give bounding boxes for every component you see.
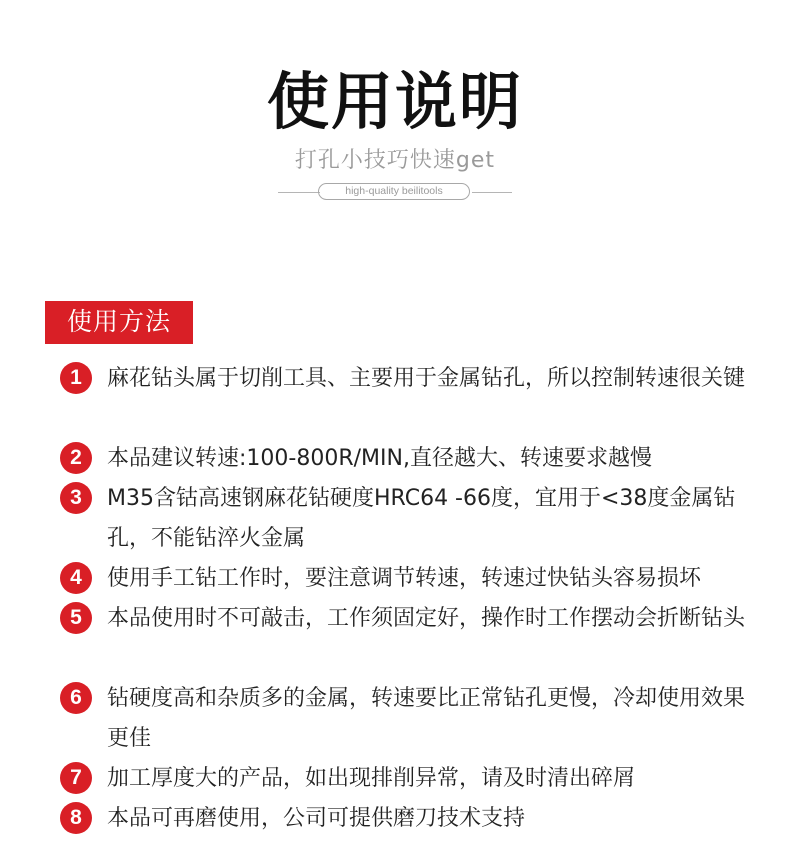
number-badge: 3 bbox=[60, 482, 92, 514]
section-heading-usage: 使用方法 bbox=[45, 301, 193, 343]
instruction-text: 本品建议转速:100-800R/MIN,直径越大、转速要求越慢 bbox=[107, 446, 652, 471]
page-subtitle: 打孔小技巧快速get bbox=[294, 148, 496, 173]
number-badge: 6 bbox=[60, 682, 92, 714]
instruction-text: M35含钴高速钢麻花钻硬度HRC64 -66度，宜用于<38度金属钻孔，不能钻淬火金属 bbox=[107, 486, 736, 551]
page-title: 使用说明 bbox=[266, 65, 523, 138]
instruction-text: 本品使用时不可敲击，工作须固定好，操作时工作摆动会折断钻头 bbox=[107, 606, 746, 631]
instruction-text: 钻硬度高和杂质多的金属，转速要比正常钻孔更慢，冷却使用效果更佳 bbox=[107, 686, 746, 751]
number-badge: 8 bbox=[60, 802, 92, 834]
instruction-text: 加工厚度大的产品，如出现排削异常，请及时清出碎屑 bbox=[107, 766, 636, 791]
tagline-pill: high-quality beilitools bbox=[318, 183, 470, 200]
instruction-text: 麻花钻头属于切削工具、主要用于金属钻孔，所以控制转速很关键 bbox=[107, 366, 746, 391]
tagline-rule-right bbox=[472, 192, 512, 193]
tagline bbox=[278, 181, 512, 203]
number-badge: 7 bbox=[60, 762, 92, 794]
instruction-text: 使用手工钻工作时，要注意调节转速，转速过快钻头容易损坏 bbox=[107, 566, 702, 591]
section-underline bbox=[45, 342, 193, 344]
number-badge: 5 bbox=[60, 602, 92, 634]
number-badge: 4 bbox=[60, 562, 92, 594]
instruction-text: 本品可再磨使用，公司可提供磨刀技术支持 bbox=[107, 806, 526, 831]
number-badge: 2 bbox=[60, 442, 92, 474]
tagline-rule-left bbox=[278, 192, 320, 193]
number-badge: 1 bbox=[60, 362, 92, 394]
